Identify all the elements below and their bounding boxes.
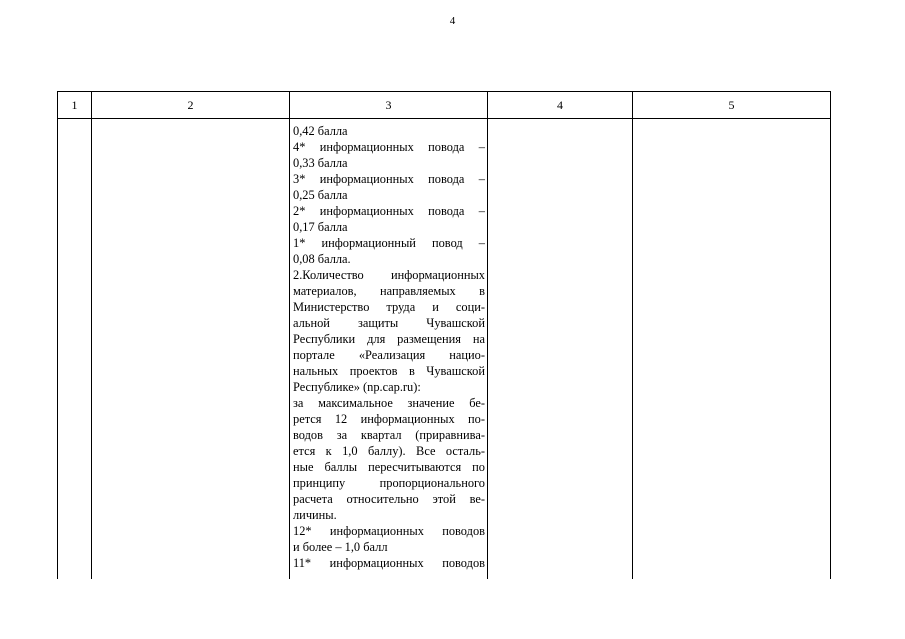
text-line: Министерство труда и соци- xyxy=(293,300,485,314)
criteria-text xyxy=(290,119,487,571)
text-line: альной защиты Чувашской xyxy=(293,316,485,330)
text-line: рется 12 информационных по- xyxy=(293,412,485,426)
text-line: 0,08 балла. xyxy=(293,252,351,266)
text-line: 2.Количество информационных xyxy=(293,268,485,282)
text-line: 0,33 балла xyxy=(293,156,348,170)
text-line: 0,25 балла xyxy=(293,188,348,202)
text-line: и более – 1,0 балл xyxy=(293,540,388,554)
text-line: расчета относительно этой ве- xyxy=(293,492,485,506)
text-line: 0,42 балла xyxy=(293,124,348,138)
text-line: принципу пропорционального xyxy=(293,476,485,490)
cell-col-4 xyxy=(488,119,633,580)
column-header-2: 2 xyxy=(92,92,290,119)
page-number: 4 xyxy=(449,15,456,27)
text-line: Республики для размещения на xyxy=(293,332,485,346)
text-line: ется к 1,0 баллу). Все осталь- xyxy=(293,444,485,458)
text-line: Республике» (np.cap.ru): xyxy=(293,380,421,394)
text-line: 4* информационных повода – xyxy=(293,140,485,154)
text-line: нальных проектов в Чувашской xyxy=(293,364,485,378)
cell-col-1 xyxy=(58,119,92,580)
cell-col-3 xyxy=(290,119,488,580)
text-line: 12* информационных поводов xyxy=(293,524,485,538)
column-header-3: 3 xyxy=(290,92,488,119)
column-header-5: 5 xyxy=(633,92,831,119)
text-line: 0,17 балла xyxy=(293,220,348,234)
text-line: ные баллы пересчитываются по xyxy=(293,460,485,474)
text-line: водов за квартал (приравнива- xyxy=(293,428,485,442)
column-header-4: 4 xyxy=(488,92,633,119)
cell-col-2 xyxy=(92,119,290,580)
text-line: материалов, направляемых в xyxy=(293,284,485,298)
column-header-1: 1 xyxy=(58,92,92,119)
criteria-table xyxy=(57,91,831,579)
table-row xyxy=(58,119,831,580)
text-line: 11* информационных поводов xyxy=(293,556,485,570)
text-line: 1* информационный повод – xyxy=(293,236,485,250)
cell-col-5 xyxy=(633,119,831,580)
text-line: за максимальное значение бе- xyxy=(293,396,485,410)
table-header-row xyxy=(58,92,831,119)
text-line: личины. xyxy=(293,508,337,522)
text-line: портале «Реализация нацио- xyxy=(293,348,485,362)
text-line: 3* информационных повода – xyxy=(293,172,485,186)
text-line: 2* информационных повода – xyxy=(293,204,485,218)
